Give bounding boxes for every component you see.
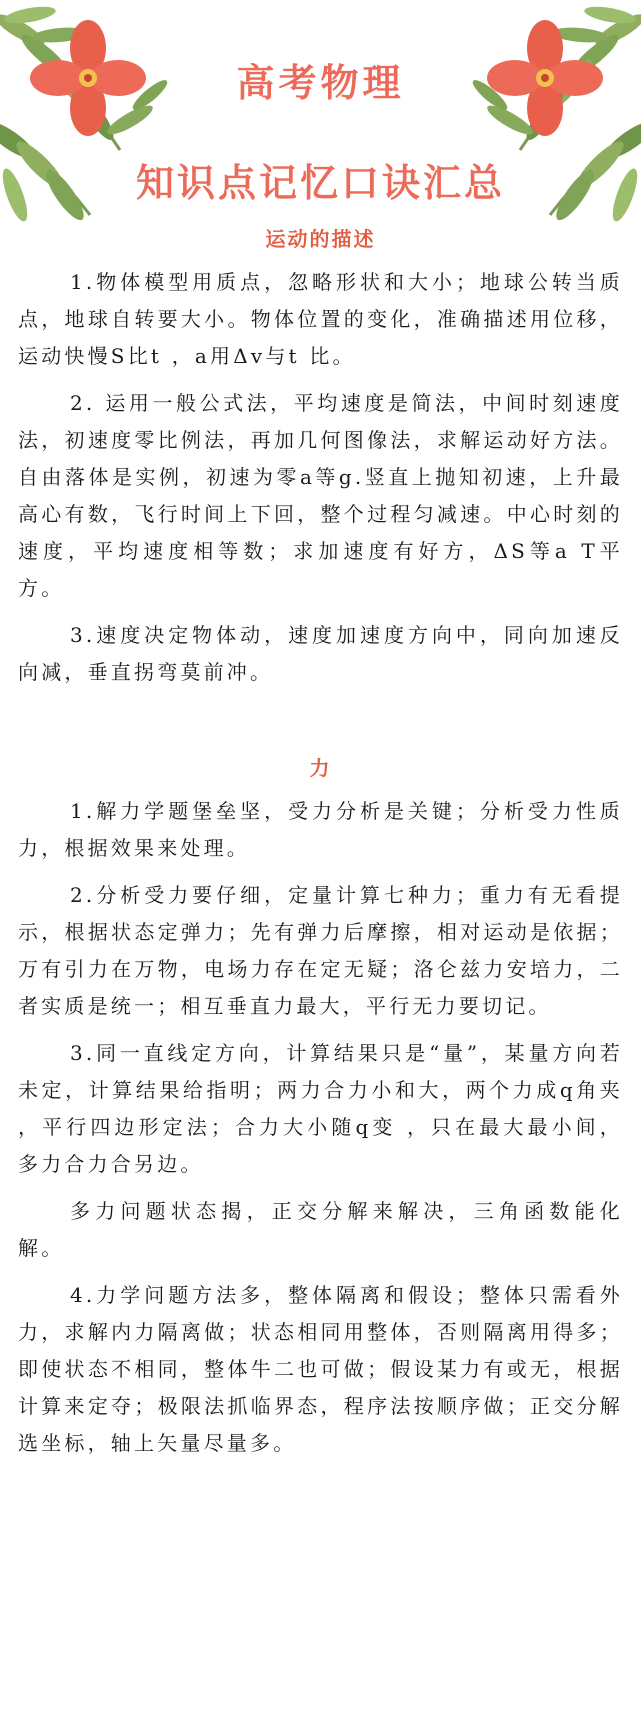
paragraph: 4.力学问题方法多，整体隔离和假设；整体只需看外力，求解内力隔离做；状态相同用整体，否则隔离用得多；即使状态不相同，整体牛二也可做；假设某力有或无，根据计算来定夺；极限法抓临界态，程序法按顺序做；正交分解选坐标，轴上矢量尽量多。 bbox=[18, 1283, 623, 1455]
paragraph: 3.同一直线定方向，计算结果只是“量”，某量方向若未定，计算结果给指明；两力合力小和大，两个力成q角夹 ，平行四边形定法；合力大小随q变 ，只在最大最小间，多力合力合另边。 bbox=[18, 1041, 623, 1176]
section-heading-force: 力 bbox=[309, 756, 332, 780]
paragraph: 多力问题状态揭，正交分解来解决，三角函数能化解。 bbox=[18, 1199, 623, 1260]
page-title: 高考物理 bbox=[236, 61, 405, 105]
paragraph: 2.分析受力要仔细，定量计算七种力；重力有无看提示，根据状态定弹力；先有弹力后摩擦，相对运动是依据；万有引力在万物，电场力存在定无疑；洛仑兹力安培力，二者实质是统一；相互垂直力最大，平行无力要切记。 bbox=[18, 883, 623, 1018]
paragraph: 3.速度决定物体动，速度加速度方向中，同向加速反向减，垂直拐弯莫前冲。 bbox=[18, 623, 623, 684]
paragraph: 1.物体模型用质点，忽略形状和大小；地球公转当质点，地球自转要大小。物体位置的变化，准确描述用位移，运动快慢S比t ，a用Δv与t 比。 bbox=[18, 270, 623, 368]
paragraph: 1.解力学题堡垒坚，受力分析是关键；分析受力性质力，根据效果来处理。 bbox=[18, 799, 623, 860]
section-heading-motion: 运动的描述 bbox=[265, 227, 376, 251]
article-body bbox=[0, 222, 641, 1462]
page-subtitle: 知识点记忆口诀汇总 bbox=[135, 161, 505, 205]
paragraph: 2. 运用一般公式法，平均速度是简法，中间时刻速度法，初速度零比例法，再加几何图像法，求解运动好方法。自由落体是实例，初速为零a等g.竖直上抛知初速，上升最高心有数，飞行时间上下回，整个过程匀减速。中心时刻的速度，平均速度相等数；求加速度有好方，ΔS等a T平方。 bbox=[18, 391, 623, 600]
header-banner bbox=[0, 0, 641, 222]
